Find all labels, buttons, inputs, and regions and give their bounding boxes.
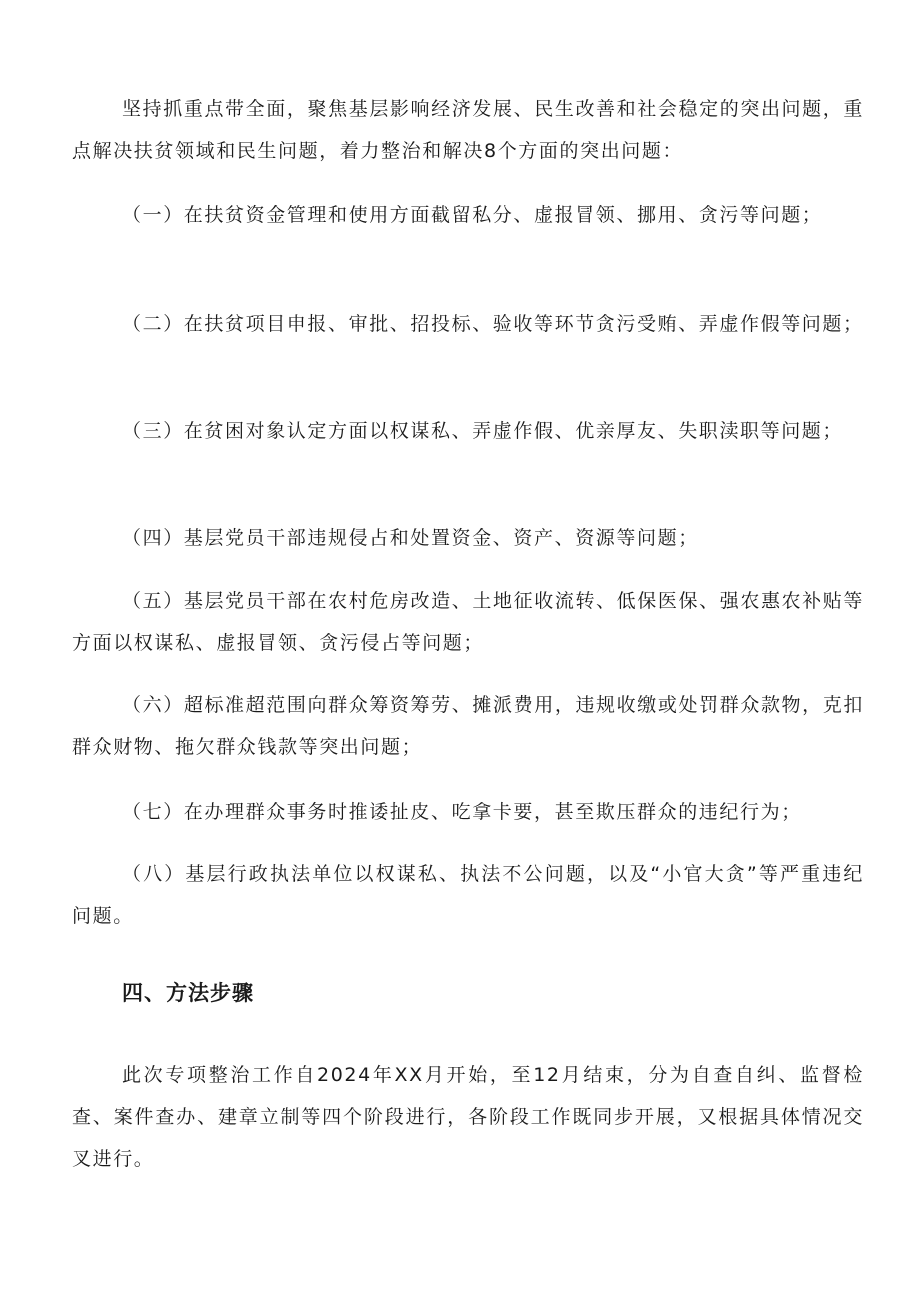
intro-paragraph: 坚持抓重点带全面，聚焦基层影响经济发展、民生改善和社会稳定的突出问题，重点解决扶贫领域和民生问题，着力整治和解决8个方面的突出问题： <box>72 98 864 162</box>
list-item-6: （六）超标准超范围向群众筹资筹劳、摊派费用，违规收缴或处罚群众款物，克扣群众财物、拖欠群众钱款等突出问题； <box>72 694 864 758</box>
list-item-1: （一）在扶贫资金管理和使用方面截留私分、虚报冒领、挪用、贪污等问题； <box>122 204 823 226</box>
list-item-4: （四）基层党员干部违规侵占和处置资金、资产、资源等问题； <box>122 527 699 549</box>
list-item-7: （七）在办理群众事务时推诿扯皮、吃拿卡要，甚至欺压群众的违纪行为； <box>122 801 802 823</box>
section-body-paragraph: 此次专项整治工作自2024年XX月开始，至12月结束，分为自查自纠、监督检查、案件查办、建章立制等四个阶段进行，各阶段工作既同步开展，又根据具体情况交叉进行。 <box>72 1064 864 1170</box>
list-item-2: （二）在扶贫项目申报、审批、招投标、验收等环节贪污受贿、弄虚作假等问题； <box>122 313 864 335</box>
section-heading: 四、方法步骤 <box>122 981 254 1005</box>
list-item-5: （五）基层党员干部在农村危房改造、土地征收流转、低保医保、强农惠农补贴等方面以权谋私、虚报冒领、贪污侵占等问题； <box>72 590 864 654</box>
list-item-3: （三）在贫困对象认定方面以权谋私、弄虚作假、优亲厚友、失职渎职等问题； <box>122 420 844 442</box>
list-item-8: （八）基层行政执法单位以权谋私、执法不公问题，以及“小官大贪”等严重违纪问题。 <box>72 863 864 927</box>
